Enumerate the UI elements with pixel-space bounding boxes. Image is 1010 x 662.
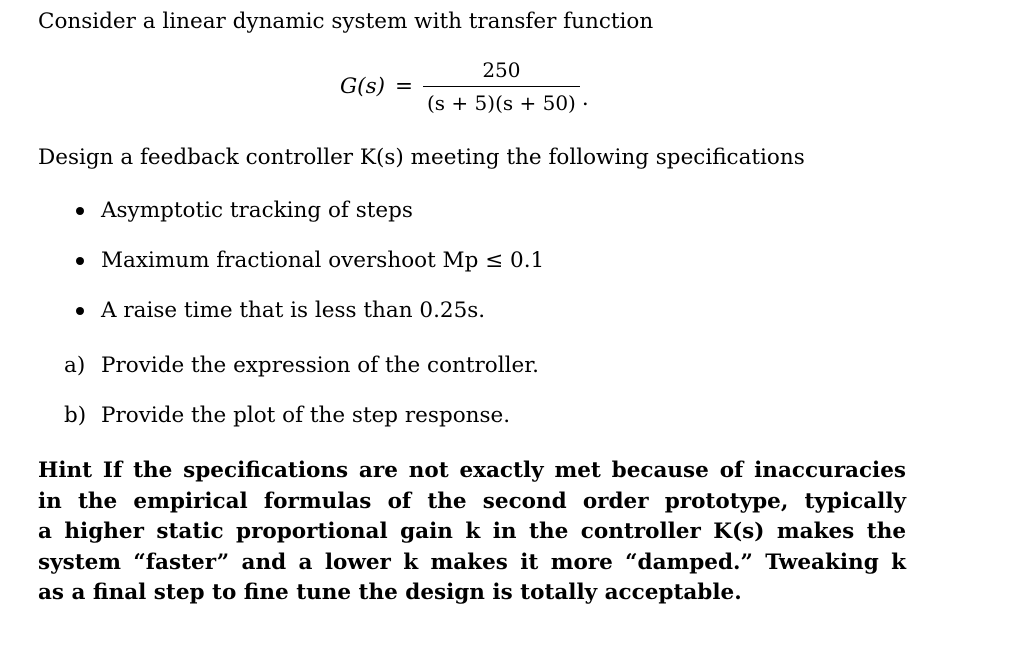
item-text: Provide the plot of the step response. xyxy=(101,403,511,428)
hint-line: in the empirical formulas of the second order prototype, typically xyxy=(38,488,906,514)
hint-paragraph xyxy=(38,456,906,609)
question-item-b xyxy=(64,403,510,428)
formula-lhs: G(s) xyxy=(340,74,385,100)
hint-line: as a final step to fine tune the design is totally acceptable. xyxy=(38,580,742,605)
question-item-a xyxy=(64,353,539,378)
item-text: Provide the expression of the controller. xyxy=(101,353,539,378)
intro-text: Consider a linear dynamic system with transfer function xyxy=(38,9,654,34)
hint-line: system “faster” and a lower k makes it more “damped.” Tweaking k xyxy=(38,549,906,575)
formula-denominator: (s + 5)(s + 50) xyxy=(427,91,576,116)
bullet-dot xyxy=(76,307,84,315)
formula-equals: = xyxy=(394,74,413,100)
spec-bullet xyxy=(76,298,485,323)
transfer-function-formula xyxy=(340,58,589,115)
spec-bullet xyxy=(76,198,413,223)
bullet-dot xyxy=(76,257,84,265)
formula-fraction xyxy=(423,58,580,115)
formula-period: . xyxy=(581,86,589,112)
design-text: Design a feedback controller K(s) meeting the following specifications xyxy=(38,145,805,170)
hint-line: a higher static proportional gain k in the controller K(s) makes the xyxy=(38,519,906,544)
spec-text: A raise time that is less than 0.25s. xyxy=(101,298,486,323)
spec-bullet xyxy=(76,248,544,273)
spec-text: Maximum fractional overshoot Mp ≤ 0.1 xyxy=(101,248,545,273)
hint-line: Hint If the specifications are not exactly met because of inaccuracies xyxy=(38,458,906,483)
formula-numerator: 250 xyxy=(482,58,521,82)
spec-text: Asymptotic tracking of steps xyxy=(101,198,413,223)
item-label: b) xyxy=(64,403,87,428)
bullet-dot xyxy=(76,207,84,215)
item-label: a) xyxy=(64,353,86,378)
